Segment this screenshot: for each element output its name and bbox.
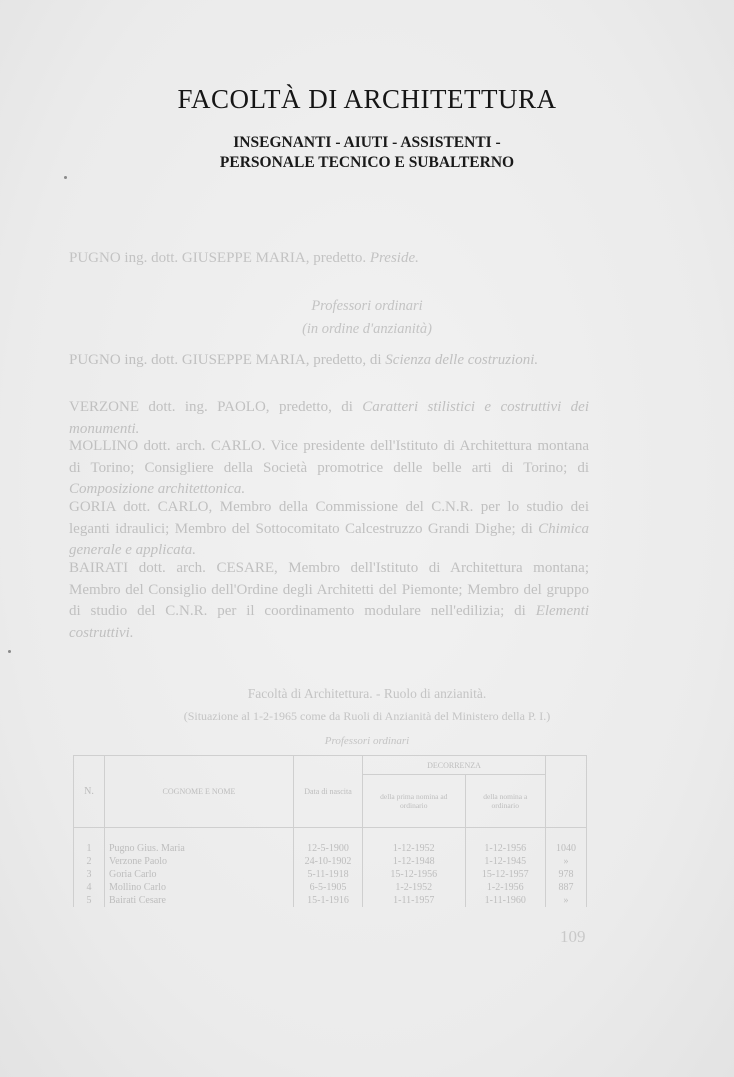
entry-3 — [69, 436, 589, 501]
entry-text: predetto, di — [278, 399, 353, 415]
entry-text: Vice presidente dell'Istituto di Architettura montana di Torino; Consigliere della Società promotrice delle belle arti di Torino; di — [69, 438, 590, 476]
cell-name: Goria Carlo — [105, 868, 294, 881]
cell-d1: 1-12-1952 — [363, 828, 466, 856]
dust-speck — [8, 650, 11, 653]
entry-name: MOLLINO dott. arch. CARLO. — [69, 438, 266, 454]
entry-name: VERZONE dott. ing. PAOLO, — [69, 399, 270, 415]
page-subtitle — [0, 133, 734, 173]
cell-d1: 1-2-1952 — [363, 881, 466, 894]
header-decorrenza: DECORRENZA — [363, 756, 546, 775]
entry-text: Membro della Commissione del C.N.R. per lo studio dei leganti idraulici; Membro del Sottocomitato Calcestruzzo Grandi Dighe; di — [69, 499, 590, 537]
entry-4 — [69, 497, 589, 562]
entry-5 — [69, 558, 589, 644]
cell-d1: 1-12-1948 — [363, 855, 466, 868]
cell-num: 5 — [74, 894, 105, 907]
header-birth: Data di nascita — [294, 756, 363, 828]
dust-speck — [64, 176, 67, 179]
entry-subject: Scienza delle costruzioni. — [385, 352, 539, 368]
preside-role: Preside. — [369, 250, 419, 266]
cell-extra: » — [546, 894, 587, 907]
cell-num: 1 — [74, 828, 105, 856]
cell-extra: » — [546, 855, 587, 868]
section-subheading: (in ordine d'anzianità) — [302, 321, 432, 337]
entry-text: Membro dell'Istituto di Architettura montana; Membro del Consiglio dell'Ordine degli Architetti del Piemonte; Membro del gruppo di studio del C.N.R. per il coordinamento modulare nell'edilizia; di — [69, 560, 589, 619]
table-row — [74, 894, 587, 907]
seniority-table — [73, 755, 587, 907]
cell-d1: 15-12-1956 — [363, 868, 466, 881]
entry-name: BAIRATI dott. arch. CESARE, — [69, 560, 278, 576]
entry-2 — [69, 397, 589, 440]
entry-1 — [69, 350, 589, 372]
cell-extra: 978 — [546, 868, 587, 881]
entry-subject: Caratteri stilistici e costruttivi dei monumenti. — [69, 399, 589, 437]
cell-birth: 5-11-1918 — [294, 868, 363, 881]
cell-name: Mollino Carlo — [105, 881, 294, 894]
preside-line — [69, 250, 419, 267]
table-row — [74, 828, 587, 856]
cell-d2: 1-12-1956 — [465, 828, 545, 856]
roll-subtitle: (Situazione al 1-2-1965 come da Ruoli di Anzianità del Ministero della P. I.) — [183, 709, 551, 723]
cell-num: 3 — [74, 868, 105, 881]
entry-subject: Composizione architettonica. — [69, 481, 246, 497]
cell-extra: 887 — [546, 881, 587, 894]
page-title: FACOLTÀ DI ARCHITETTURA — [177, 84, 557, 114]
entry-subject: Elementi costruttivi. — [69, 603, 590, 641]
cell-birth: 15-1-1916 — [294, 894, 363, 907]
entry-name: GORIA dott. CARLO, — [69, 499, 213, 515]
cell-birth: 12-5-1900 — [294, 828, 363, 856]
roll-title: Facoltà di Architettura. - Ruolo di anzianità. — [247, 686, 487, 701]
section-heading: Professori ordinari — [311, 298, 423, 314]
header-decorrenza-second: della nomina a ordinario — [465, 775, 545, 828]
cell-d2: 1-11-1960 — [465, 894, 545, 907]
cell-name: Verzone Paolo — [105, 855, 294, 868]
header-name: COGNOME E NOME — [105, 756, 294, 828]
cell-birth: 24-10-1902 — [294, 855, 363, 868]
subtitle-line-2: PERSONALE TECNICO E SUBALTERNO — [219, 154, 515, 171]
header-extra — [546, 756, 587, 828]
header-decorrenza-first: della prima nomina ad ordinario — [363, 775, 466, 828]
table-row — [74, 881, 587, 894]
table-row — [74, 855, 587, 868]
header-num: N. — [74, 756, 105, 828]
roll-professors-label: Professori ordinari — [324, 735, 410, 747]
cell-d2: 1-12-1945 — [465, 855, 545, 868]
cell-d2: 1-2-1956 — [465, 881, 545, 894]
entry-name: PUGNO ing. dott. GIUSEPPE MARIA, — [69, 352, 310, 368]
preside-rest: predetto. — [313, 250, 367, 266]
cell-num: 4 — [74, 881, 105, 894]
cell-extra: 1040 — [546, 828, 587, 856]
cell-name: Bairati Cesare — [105, 894, 294, 907]
cell-num: 2 — [74, 855, 105, 868]
cell-birth: 6-5-1905 — [294, 881, 363, 894]
table-body — [74, 828, 587, 908]
cell-d1: 1-11-1957 — [363, 894, 466, 907]
table-row — [74, 868, 587, 881]
subtitle-line-1: INSEGNANTI - AIUTI - ASSISTENTI - — [233, 134, 501, 151]
cell-name: Pugno Gius. Maria — [105, 828, 294, 856]
cell-d2: 15-12-1957 — [465, 868, 545, 881]
entry-text: predetto, di — [313, 352, 382, 368]
entry-subject: Chimica generale e applicata. — [69, 520, 590, 558]
page-number: 109 — [560, 927, 586, 946]
preside-name: PUGNO ing. dott. GIUSEPPE MARIA, — [69, 250, 310, 266]
